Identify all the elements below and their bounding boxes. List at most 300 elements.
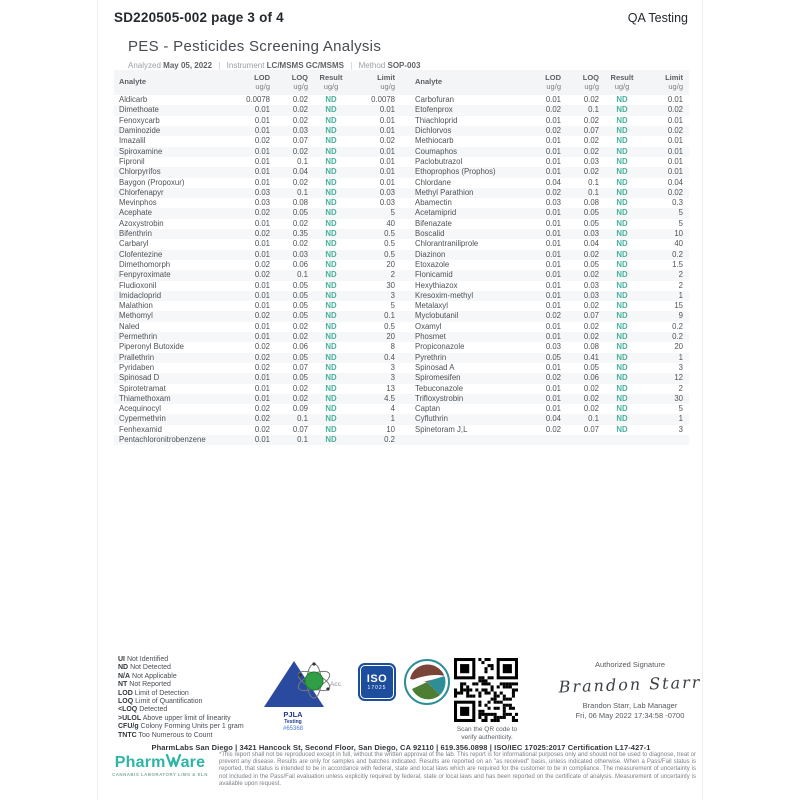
loq-cell: 0.02 [583, 321, 599, 331]
loq-cell: 0.02 [276, 332, 314, 342]
lod-cell: 0.01 [254, 301, 270, 311]
analyte-cell [401, 435, 527, 445]
limit-cell: 10 [645, 229, 689, 239]
loq-cell: 0.02 [567, 167, 605, 177]
limit-cell: 0.01 [645, 147, 689, 157]
lod-cell: 0.01 [545, 156, 561, 166]
result-cell: ND [325, 95, 337, 105]
analyte-cell: Diazinon [401, 250, 527, 260]
loq-cell: 0.05 [276, 353, 314, 363]
col-header-result: Result ug/g [314, 70, 354, 95]
limit-cell: 0.5 [384, 239, 395, 249]
disclaimer-text: *This report shall not be reproduced except in full, without the written approval of the lab. This report is for informational purposes only and should not be used to diagnose, treat or prevent any disease. Results are only for samples and batches indicated. Results are reported on an "as received" basis, unless indicated otherwise. When a Pass/Fail status is reported, that status is intended to be in accordance with federal, state and local laws which are required for the customer to be in compliance. The measurement of uncertainty is not included in the Pass/Fail evaluation unless explicitly required by federal, state or local laws and has been reported on the certificate of analysis. Measurement of uncertainty is available upon request. [219, 752, 696, 787]
lod-cell: 0.03 [545, 198, 561, 208]
analyte-cell: Kresoxim-methyl [401, 291, 527, 301]
limit-cell: 5 [354, 208, 401, 218]
lod-cell: 0.02 [254, 259, 270, 269]
loq-cell: 0.03 [583, 156, 599, 166]
result-cell: ND [325, 136, 337, 146]
loq-cell: 0.05 [583, 218, 599, 228]
loq-cell: 0.08 [583, 342, 599, 352]
result-cell: ND [325, 115, 337, 125]
result-cell: ND [605, 229, 645, 239]
table-row [114, 353, 689, 363]
analyte-cell: Hexythiazox [415, 280, 458, 290]
result-cell: ND [314, 435, 354, 445]
legend-item: <LOQ Detected [118, 706, 168, 714]
analyzed-label: Analyzed [128, 61, 161, 70]
loq-cell: 0.02 [583, 301, 599, 311]
result-cell: ND [605, 270, 645, 280]
legend-item: LOQ Limit of Quantification [118, 698, 203, 706]
loq-cell: 0.06 [292, 259, 308, 269]
limit-cell: 0.01 [354, 126, 401, 136]
loq-cell: 0.02 [583, 115, 599, 125]
loq-cell: 0.02 [292, 321, 308, 331]
analyte-cell: Fludioxonil [119, 280, 157, 290]
limit-cell: 0.02 [379, 136, 395, 146]
table-row [114, 136, 689, 146]
analyte-cell: Fenpyroximate [114, 270, 236, 280]
result-cell: ND [325, 259, 337, 269]
instrument-label: Instrument [226, 61, 265, 70]
table-header-row [114, 70, 689, 95]
analyte-cell: Thiamethoxam [114, 394, 236, 404]
lod-cell: 0.02 [527, 311, 567, 321]
method-label: Method [358, 61, 386, 70]
result-cell: ND [616, 239, 628, 249]
table-row [114, 270, 689, 280]
analyte-cell: Methomyl [114, 311, 236, 321]
meta-separator: | [350, 61, 353, 70]
signature-block [546, 660, 714, 720]
limit-cell: 0.04 [667, 177, 683, 187]
analyte-cell: Fenhexamid [119, 424, 162, 434]
loq-cell: 0.03 [276, 250, 314, 260]
lod-cell: 0.01 [236, 250, 276, 260]
pharmware-logo [104, 754, 216, 777]
legend-item: UI Not Identified [118, 656, 169, 663]
result-cell: ND [325, 156, 337, 166]
result-cell: ND [325, 301, 337, 311]
loq-cell: 0.06 [567, 373, 605, 383]
loq-cell: 0.05 [276, 373, 314, 383]
analyte-cell: Pyridaben [119, 362, 155, 372]
limit-cell: 1 [645, 353, 689, 363]
qr-caption: Scan the QR code to verify authenticity. [456, 726, 518, 741]
limit-cell: 30 [386, 280, 395, 290]
loq-cell: 0.02 [583, 95, 599, 105]
lod-cell: 0.01 [545, 136, 561, 146]
result-cell: ND [616, 342, 628, 352]
limit-cell: 13 [386, 383, 395, 393]
result-cell: ND [314, 188, 354, 198]
loq-cell: 0.02 [567, 270, 605, 280]
limit-cell: 9 [645, 311, 689, 321]
loq-cell: 0.02 [292, 177, 308, 187]
result-cell: ND [616, 321, 628, 331]
loq-cell: 0.02 [292, 115, 308, 125]
table-row [114, 342, 689, 352]
result-cell: ND [314, 394, 354, 404]
lod-cell: 0.02 [545, 424, 561, 434]
lod-cell: 0.01 [527, 208, 567, 218]
result-cell: ND [325, 280, 337, 290]
lod-cell: 0.01 [545, 259, 561, 269]
limit-cell: 15 [674, 301, 683, 311]
limit-cell: 20 [354, 332, 401, 342]
limit-cell: 1 [354, 414, 401, 424]
result-cell: ND [314, 311, 354, 321]
loq-cell: 0.02 [583, 404, 599, 414]
lod-cell: 0.01 [545, 239, 561, 249]
limit-cell: 20 [674, 342, 683, 352]
analyte-cell: Spinetoram J,L [415, 424, 468, 434]
loq-cell: 0.02 [567, 147, 605, 157]
limit-cell: 4.5 [354, 394, 401, 404]
analyte-cell: Clofentezine [114, 250, 236, 260]
result-cell: ND [616, 177, 628, 187]
limit-cell: 0.01 [379, 115, 395, 125]
analyte-cell: Aldicarb [119, 95, 148, 105]
table-row [114, 229, 689, 239]
result-cell: ND [325, 342, 337, 352]
analyte-cell: Carbaryl [119, 239, 149, 249]
legend-item: NT Not Reported [118, 681, 171, 689]
iso-17025-badge [358, 663, 396, 701]
signature-datetime: Fri, 06 May 2022 17:34:58 -0700 [575, 711, 685, 720]
result-cell: ND [616, 301, 628, 311]
analyte-cell: Thiachloprid [415, 115, 458, 125]
loq-cell: 0.02 [567, 332, 605, 342]
limit-cell: 0.1 [354, 311, 401, 321]
lod-cell: 0.01 [254, 321, 270, 331]
result-cell: ND [616, 424, 628, 434]
legend-item: ND Not Detected [118, 664, 171, 672]
lod-cell: 0.01 [545, 404, 561, 414]
lod-cell: 0.02 [236, 414, 276, 424]
result-cell: ND [616, 404, 628, 414]
result-cell: ND [314, 208, 354, 218]
lod-cell: 0.02 [527, 373, 567, 383]
loq-cell: 0.07 [567, 311, 605, 321]
lod-cell: 0.0078 [246, 95, 270, 105]
result-cell: ND [325, 321, 337, 331]
analyte-cell: Imazalil [119, 136, 146, 146]
result-cell: ND [325, 218, 337, 228]
lod-cell: 0.01 [236, 291, 276, 301]
limit-cell: 30 [645, 394, 689, 404]
col-header-lod: LOD ug/g [527, 70, 567, 95]
table-row [114, 332, 689, 342]
brand-part2: are [180, 754, 206, 771]
loq-cell: 0.05 [276, 311, 314, 321]
result-cell: ND [616, 198, 628, 208]
abbreviation-legend [118, 656, 274, 740]
lod-cell: 0.01 [527, 167, 567, 177]
table-row [114, 281, 689, 291]
iso-number: 17025 [367, 684, 387, 691]
lod-cell: 0.01 [527, 250, 567, 260]
pjla-accreditation-number: #65368 [282, 726, 304, 732]
authorized-signature-label: Authorized Signature [594, 660, 666, 669]
result-cell: ND [605, 147, 645, 157]
limit-cell: 0.5 [354, 229, 401, 239]
lod-cell: 0.01 [254, 383, 270, 393]
pjla-name: PJLA [283, 710, 303, 719]
limit-cell: 0.01 [645, 167, 689, 177]
analyte-cell: Mevinphos [119, 198, 157, 208]
lod-cell: 0.02 [527, 105, 567, 115]
loq-cell: 0.05 [276, 208, 314, 218]
loq-cell: 0.07 [292, 136, 308, 146]
limit-cell: 5 [678, 404, 683, 414]
table-row [114, 178, 689, 188]
accreditation-emblem [404, 659, 450, 705]
loq-cell: 0.02 [276, 394, 314, 404]
loq-cell: 0.03 [567, 229, 605, 239]
limit-cell [645, 435, 689, 445]
analyte-cell: Fipronil [119, 156, 145, 166]
analyte-cell: Methyl Parathion [401, 188, 527, 198]
loq-cell: 0.1 [567, 105, 605, 115]
lod-cell: 0.02 [236, 311, 276, 321]
brand-tagline: CANNABIS LABORATORY LIMS & ELN [112, 772, 208, 777]
loq-cell: 0.02 [583, 383, 599, 393]
lod-cell: 0.01 [254, 156, 270, 166]
analyte-cell: Oxamyl [415, 321, 442, 331]
lod-cell: 0.02 [527, 126, 567, 136]
result-cell: ND [314, 250, 354, 260]
lod-cell: 0.01 [236, 126, 276, 136]
limit-cell: 3 [354, 373, 401, 383]
lod-cell: 0.02 [236, 270, 276, 280]
analyte-cell: Ethoprophos (Prophos) [401, 167, 527, 177]
limit-cell: 3 [678, 362, 683, 372]
lod-cell: 0.01 [545, 95, 561, 105]
analyte-cell: Azoxystrobin [119, 218, 164, 228]
limit-cell: 3 [678, 424, 683, 434]
analyte-cell: Etofenprox [401, 105, 527, 115]
analyte-cell: Boscalid [401, 229, 527, 239]
result-cell: ND [314, 414, 354, 424]
result-cell: ND [605, 208, 645, 218]
loq-cell: 0.1 [567, 414, 605, 424]
result-cell: ND [325, 424, 337, 434]
signature-script: Brandon Starr [558, 672, 702, 697]
limit-cell: 0.03 [354, 188, 401, 198]
table-row [114, 301, 689, 311]
legend-item: CFU/g Colony Forming Units per 1 gram [118, 723, 244, 731]
limit-cell: 2 [645, 270, 689, 280]
lod-cell: 0.02 [527, 188, 567, 198]
lod-cell: 0.01 [254, 115, 270, 125]
analyte-cell: Acetamiprid [401, 208, 527, 218]
analyte-cell: Abamectin [415, 198, 452, 208]
limit-cell: 0.5 [354, 250, 401, 260]
table-row [114, 363, 689, 373]
result-cell: ND [314, 126, 354, 136]
instrument-value: LC/MSMS GC/MSMS [266, 61, 345, 70]
table-row [114, 435, 689, 445]
loq-cell: 0.02 [567, 394, 605, 404]
result-cell: ND [605, 188, 645, 198]
legend-item: LOD Limit of Detection [118, 689, 189, 697]
lod-cell: 0.01 [545, 280, 561, 290]
result-cell: ND [605, 291, 645, 301]
analyte-cell: Coumaphos [401, 147, 527, 157]
limit-cell: 0.01 [667, 136, 683, 146]
loq-cell: 0.1 [297, 156, 308, 166]
analyte-cell: Dimethomorph [119, 259, 171, 269]
limit-cell: 5 [678, 218, 683, 228]
result-cell: ND [616, 95, 628, 105]
lod-cell: 0.01 [254, 218, 270, 228]
result-cell: ND [605, 126, 645, 136]
lod-cell: 0.03 [254, 198, 270, 208]
table-row [114, 260, 689, 270]
pjla-accreditation-logo [258, 655, 354, 741]
legend-item: N/A Not Applicable [118, 672, 177, 680]
result-cell: ND [605, 332, 645, 342]
limit-cell: 0.0078 [371, 95, 395, 105]
limit-cell: 0.2 [645, 332, 689, 342]
result-cell: ND [314, 291, 354, 301]
pesticides-results-table [114, 70, 689, 445]
lod-cell: 0.01 [527, 332, 567, 342]
lod-cell: 0.01 [527, 270, 567, 280]
analyte-cell: Daminozide [114, 126, 236, 136]
lod-cell: 0.01 [527, 291, 567, 301]
limit-cell: 0.02 [645, 126, 689, 136]
analyte-cell: Imidacloprid [114, 291, 236, 301]
table-row [114, 394, 689, 404]
limit-cell: 12 [645, 373, 689, 383]
analyte-cell: Carbofuran [415, 95, 455, 105]
loq-cell: 0.09 [292, 404, 308, 414]
lod-cell: 0.04 [545, 177, 561, 187]
result-cell: ND [605, 353, 645, 363]
lod-cell: 0.02 [254, 342, 270, 352]
qr-code-graphic [454, 658, 518, 722]
result-cell: ND [616, 362, 628, 372]
lod-cell [527, 435, 567, 445]
lod-cell: 0.01 [545, 383, 561, 393]
loq-cell: 0.1 [276, 270, 314, 280]
limit-cell: 0.01 [379, 156, 395, 166]
result-cell: ND [314, 105, 354, 115]
analyzed-date: May 05, 2022 [163, 61, 213, 70]
legend-item: TNTC Too Numerous to Count [118, 731, 213, 739]
table-row [114, 157, 689, 167]
result-cell: ND [314, 373, 354, 383]
table-row [114, 147, 689, 157]
loq-cell: 0.05 [567, 208, 605, 218]
loq-cell: 0.02 [292, 218, 308, 228]
loq-cell: 0.02 [276, 105, 314, 115]
result-cell: ND [605, 105, 645, 115]
lod-cell: 0.04 [527, 414, 567, 424]
table-row [114, 188, 689, 198]
report-page [97, 0, 703, 800]
loq-cell: 0.02 [292, 239, 308, 249]
limit-cell: 0.5 [384, 321, 395, 331]
limit-cell: 2 [678, 280, 683, 290]
result-cell: ND [314, 167, 354, 177]
loq-cell: 0.06 [292, 342, 308, 352]
loq-cell: 0.1 [276, 435, 314, 445]
analyte-cell: Etoxazole [415, 259, 450, 269]
loq-cell: 0.07 [567, 126, 605, 136]
analyte-cell: Spirotetramat [119, 383, 166, 393]
lod-cell: 0.01 [254, 177, 270, 187]
limit-cell: 0.01 [354, 147, 401, 157]
lod-cell: 0.01 [236, 167, 276, 177]
analysis-meta [128, 61, 420, 70]
result-cell: ND [616, 383, 628, 393]
loq-cell: 0.03 [567, 291, 605, 301]
limit-cell: 0.03 [379, 198, 395, 208]
loq-cell: 0.02 [567, 250, 605, 260]
limit-cell: 8 [390, 342, 395, 352]
analyte-cell: Naled [119, 321, 140, 331]
limit-cell: 3 [390, 362, 395, 372]
result-cell: ND [325, 404, 337, 414]
limit-cell: 0.2 [672, 321, 683, 331]
result-cell: ND [314, 270, 354, 280]
limit-cell: 1 [645, 414, 689, 424]
limit-cell: 0.3 [672, 198, 683, 208]
analyte-cell: Methiocarb [415, 136, 454, 146]
analyte-cell: Metalaxyl [415, 301, 448, 311]
lod-cell: 0.01 [236, 435, 276, 445]
lod-cell: 0.01 [254, 280, 270, 290]
loq-cell: 0.02 [276, 147, 314, 157]
page-title: PES - Pesticides Screening Analysis [128, 38, 382, 55]
analyte-cell: Cyfluthrin [401, 414, 527, 424]
limit-cell: 40 [386, 218, 395, 228]
loq-cell: 0.07 [583, 424, 599, 434]
lod-cell: 0.01 [236, 394, 276, 404]
loq-cell: 0.07 [292, 362, 308, 372]
table-row [114, 384, 689, 394]
table-row [114, 322, 689, 332]
limit-cell: 0.02 [645, 188, 689, 198]
limit-cell: 4 [390, 404, 395, 414]
lod-cell: 0.01 [545, 218, 561, 228]
loq-cell: 0.05 [583, 362, 599, 372]
limit-cell: 0.01 [667, 95, 683, 105]
analyte-cell: Spiromesifen [401, 373, 527, 383]
limit-cell: 0.2 [645, 250, 689, 260]
lod-cell: 0.02 [254, 404, 270, 414]
analyte-cell: Chlorantraniliprole [415, 239, 479, 249]
lod-cell: 0.01 [545, 362, 561, 372]
result-cell: ND [325, 383, 337, 393]
limit-cell: 1 [645, 291, 689, 301]
lod-cell: 0.03 [236, 188, 276, 198]
analyte-cell: Captan [415, 404, 441, 414]
analyte-cell: Paclobutrazol [415, 156, 463, 166]
result-cell: ND [605, 311, 645, 321]
loq-cell: 0.02 [583, 136, 599, 146]
analyte-cell: Piperonyl Butoxide [119, 342, 185, 352]
loq-cell: 0.07 [292, 424, 308, 434]
lod-cell: 0.01 [545, 301, 561, 311]
result-cell: ND [616, 259, 628, 269]
loq-cell: 0.05 [583, 259, 599, 269]
table-row [114, 373, 689, 383]
